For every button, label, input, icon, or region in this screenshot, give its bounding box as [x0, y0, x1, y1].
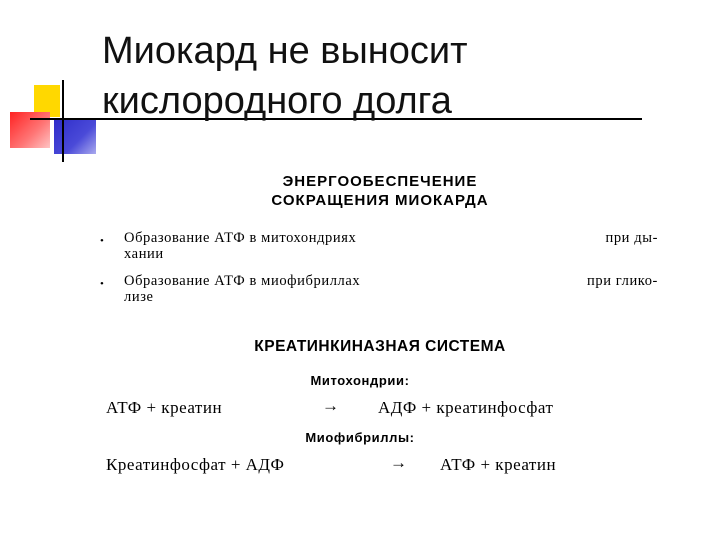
- decor-blue-square: [54, 118, 96, 154]
- equation-1-products: АДФ + креатинфосфат: [378, 398, 554, 417]
- bullet-text-continuation: хании: [124, 246, 164, 262]
- title-line-1: Миокард не выносит: [102, 30, 468, 72]
- bullet-text: Образование АТФ в миофибриллах: [124, 273, 361, 289]
- equation-2-products: АТФ + креатин: [440, 455, 557, 474]
- bullet-item-myofibrils: [98, 273, 658, 305]
- bullet-text-tail: при глико-: [587, 273, 658, 289]
- arrow-right-icon: →: [322, 396, 340, 415]
- title-line-2: кислородного долга: [102, 80, 452, 122]
- energy-heading-line-1: ЭНЕРГООБЕСПЕЧЕНИЕ: [282, 173, 478, 190]
- mitochondria-label: Митохондрии:: [310, 373, 410, 388]
- slide-title: [102, 26, 662, 126]
- myofibrils-label: Миофибриллы:: [305, 430, 415, 445]
- bullet-item-mitochondria: [98, 230, 658, 262]
- equation-2-reactants: Креатинфосфат + АДФ: [106, 455, 285, 474]
- bullet-text-continuation: лизе: [124, 289, 154, 305]
- bullet-marker: •: [100, 278, 104, 290]
- bullet-text-tail: при ды-: [605, 230, 658, 246]
- energy-heading-line-2: СОКРАЩЕНИЯ МИОКАРДА: [271, 192, 489, 209]
- bullet-marker: •: [100, 235, 104, 247]
- arrow-right-icon: →: [390, 453, 408, 472]
- energy-heading: [180, 172, 580, 210]
- bullet-text: Образование АТФ в митохондриях: [124, 230, 357, 246]
- bullet-list: [98, 230, 658, 316]
- decor-vertical-line: [62, 80, 64, 162]
- creatine-kinase-heading: КРЕАТИНКИНАЗНАЯ СИСТЕМА: [254, 338, 506, 355]
- equation-1-reactants: АТФ + креатин: [106, 398, 223, 417]
